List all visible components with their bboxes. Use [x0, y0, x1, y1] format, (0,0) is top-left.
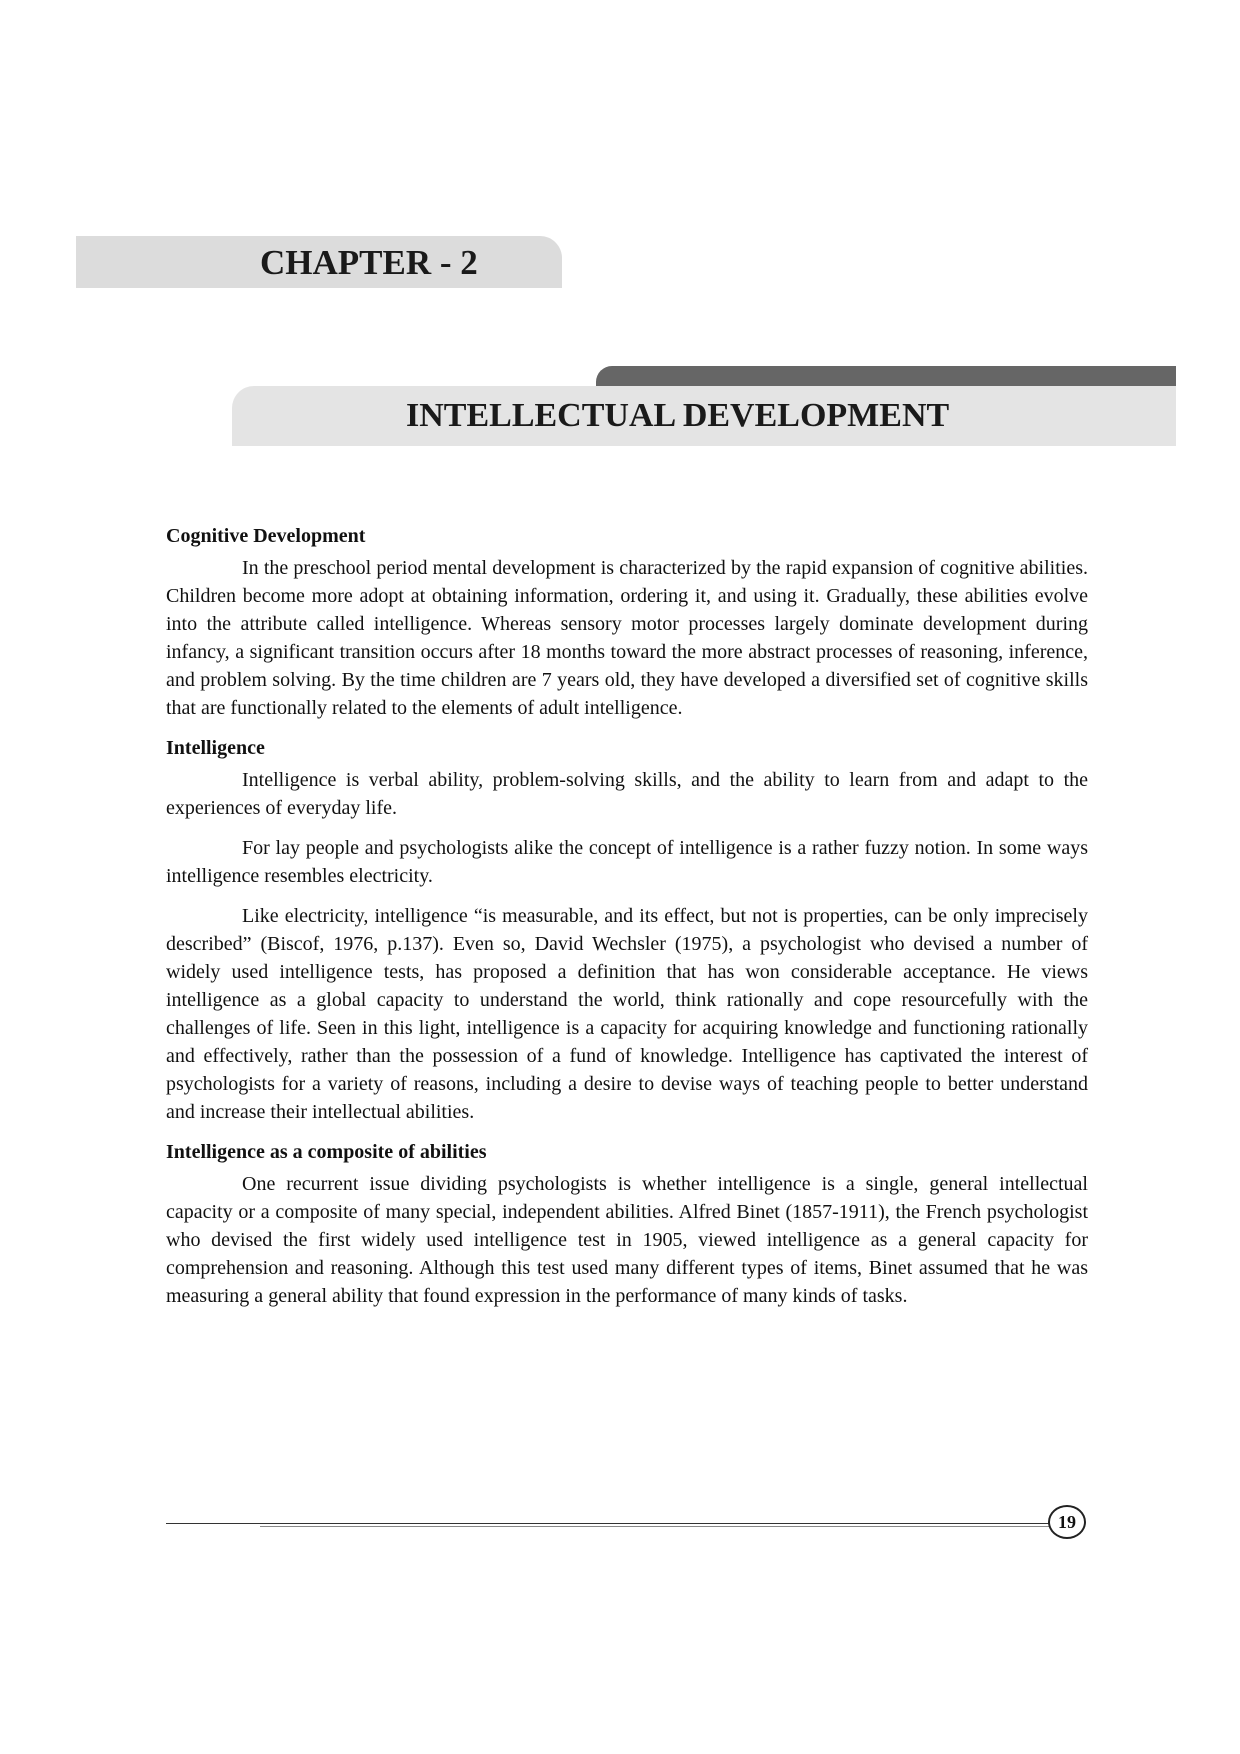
page-number: 19 [1048, 1505, 1086, 1539]
paragraph-intelligence-1: Intelligence is verbal ability, problem-solving skills, and the ability to learn from and adapt to the experiences of everyday life. [166, 769, 1088, 819]
paragraph-intelligence-3: Like electricity, intelligence “is measurable, and its effect, but not is properties, can be only imprecisely described” (Biscof, 1976, p.137). Even so, David Wechsler (1975), a psychologist who devised a number of widely used intelligence tests, has proposed a definition that has won considerable acceptance. He views intelligence as a global capacity to understand the world, think rationally and cope resourcefully with the challenges of life. Seen in this light, intelligence is a capacity for acquiring knowledge and functioning rationally and effectively, rather than the possession of a fund of knowledge. Intelligence has captivated the interest of psychologists for a variety of reasons, including a desire to devise ways of teaching people to better understand and increase their intellectual abilities. [166, 905, 1088, 1123]
chapter-banner [76, 236, 562, 288]
title-banner [232, 386, 1176, 446]
paragraph-intelligence-2: For lay people and psychologists alike the concept of intelligence is a rather fuzzy notion. In some ways intelligence resembles electricity. [166, 837, 1088, 887]
title-accent-bar [596, 366, 1176, 388]
footer-rule [166, 1523, 1054, 1524]
main-content [166, 522, 1088, 1318]
paragraph-composite-1: One recurrent issue dividing psychologists is whether intelligence is a single, general intellectual capacity or a composite of many special, independent abilities. Alfred Binet (1857-1911), the French psychologist who devised the first widely used intelligence test in 1905, viewed intelligence as a general capacity for comprehension and reasoning. Although this test used many different types of items, Binet assumed that he was measuring a general ability that found expression in the performance of many kinds of tasks. [166, 1173, 1088, 1307]
section-heading-cognitive: Cognitive Development [166, 525, 366, 547]
paragraph-cognitive-1: In the preschool period mental development is characterized by the rapid expansion of cognitive abilities. Children become more adopt at obtaining information, ordering it, and using it. Gradually, these abilities evolve into the attribute called intelligence. Whereas sensory motor processes largely dominate development during infancy, a significant transition occurs after 18 months toward the more abstract processes of reasoning, inference, and problem solving. By the time children are 7 years old, they have developed a diversified set of cognitive skills that are functionally related to the elements of adult intelligence. [166, 557, 1088, 719]
section-heading-intelligence: Intelligence [166, 737, 265, 759]
section-heading-composite: Intelligence as a composite of abilities [166, 1141, 487, 1163]
chapter-label: CHAPTER - 2 [260, 243, 478, 282]
page-title: INTELLECTUAL DEVELOPMENT [406, 397, 950, 434]
footer-rule-secondary [260, 1526, 1054, 1527]
